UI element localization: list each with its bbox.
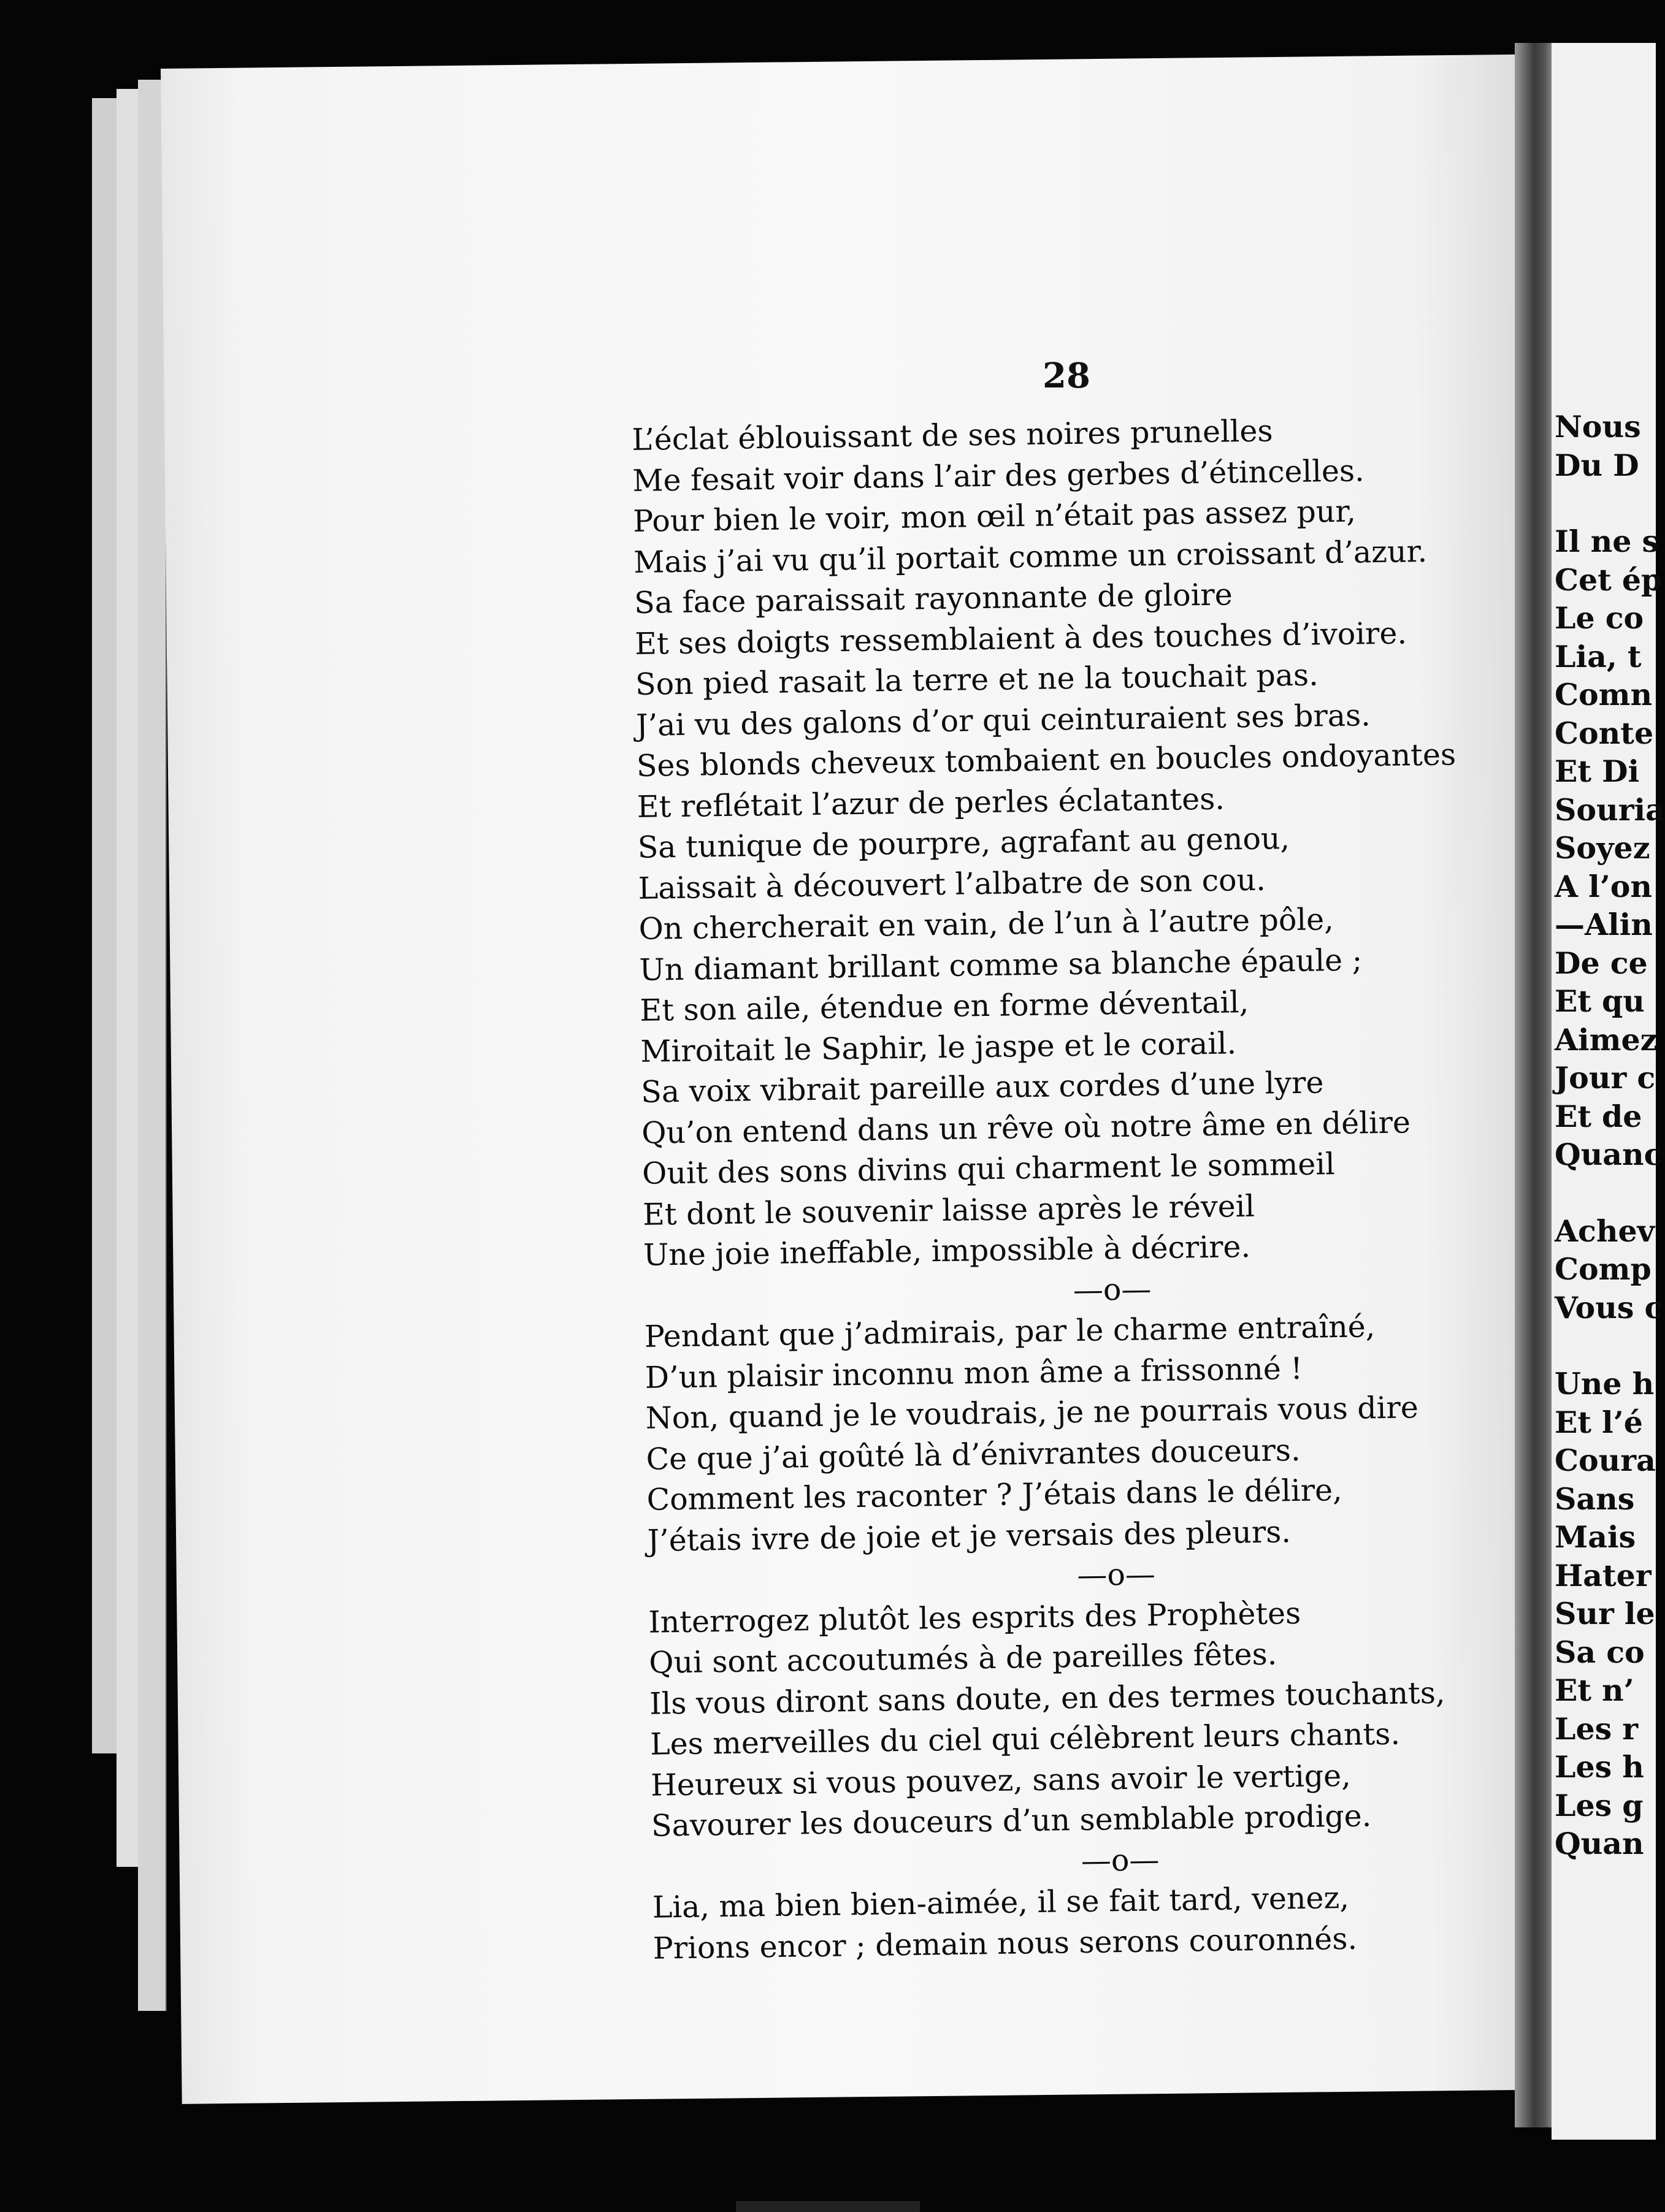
poem-line: Et ses doigts ressemblaient à des touches d’ivoire. — [634, 615, 1407, 662]
poem-line: Sa tunique de pourpre, agrafant au genou, — [637, 821, 1290, 865]
poem-line: D’un plaisir inconnu mon âme a frissonné ! — [645, 1351, 1303, 1395]
fragment-line: Quanc — [1555, 1137, 1663, 1172]
fragment-line: Conte — [1555, 715, 1654, 751]
fragment-line: Du D — [1555, 447, 1639, 483]
poem-line: Ouit des sons divins qui charment le sommeil — [641, 1146, 1336, 1191]
poem-line: Les merveilles du ciel qui célèbrent leurs chants. — [649, 1716, 1401, 1762]
fragment-line: A l’on — [1555, 868, 1653, 904]
poem-line: Une joie ineffable, impossible à décrire. — [643, 1229, 1251, 1273]
poem-line: Me fesait voir dans l’air des gerbes d’étincelles. — [632, 452, 1365, 498]
poem-line: Et reflétait l’azur de perles éclatantes. — [637, 781, 1225, 825]
poem-line: Laissait à découvert l’albatre de son cou. — [638, 862, 1266, 906]
poem-line: Non, quand je le voudrais, je ne pourrais vous dire — [645, 1390, 1419, 1436]
poem-line: Qui sont accoutumés à de pareilles fêtes. — [648, 1636, 1277, 1680]
fragment-line: Aimez — [1555, 1021, 1658, 1058]
stanza-3 — [648, 1590, 1541, 1847]
page-edge-3 — [138, 80, 167, 2011]
scan-artifact — [736, 2201, 920, 2212]
poem-line: L’éclat éblouissant de ses noires prunelles — [632, 413, 1273, 457]
poem-line: Interrogez plutôt les esprits des Prophètes — [648, 1595, 1301, 1640]
fragment-line: —Alin — [1555, 907, 1653, 942]
fragment-line: Et qu — [1555, 983, 1645, 1019]
fragment-line: Les h — [1555, 1749, 1644, 1785]
fragment-line: Il ne s — [1555, 524, 1659, 559]
poem-line: Et son aile, étendue en forme déventail, — [640, 985, 1249, 1028]
fragment-line: Et n’ — [1555, 1672, 1634, 1708]
fragment-line: Et Di — [1555, 753, 1640, 789]
fragment-line: Souria — [1555, 791, 1665, 828]
fragment-line: Cet ép — [1555, 562, 1663, 598]
poem-line: J’étais ivre de joie et je versais des pleurs. — [647, 1514, 1292, 1558]
fragment-line: Lia, t — [1555, 638, 1642, 674]
fragment-line: Et de — [1555, 1098, 1642, 1134]
poem-line: Lia, ma bien bien-aimée, il se fait tard, venez, — [652, 1880, 1350, 1925]
fragment-line: Sans — [1555, 1481, 1635, 1517]
poem-line: Miroitait le Saphir, le jaspe et le corail. — [640, 1025, 1237, 1069]
fragment-line: Sur le — [1555, 1596, 1655, 1631]
fragment-line: Comp — [1555, 1251, 1652, 1287]
poem-line: On chercherait en vain, de l’un à l’autre pôle, — [638, 902, 1334, 947]
poem-line: Heureux si vous pouvez, sans avoir le vertige, — [650, 1758, 1352, 1803]
page-number: 28 — [1043, 356, 1090, 396]
fragment-line: Achev — [1555, 1213, 1655, 1249]
fragment-line: Nous — [1555, 409, 1641, 444]
fragment-line: Les r — [1555, 1710, 1639, 1747]
fragment-line: Quan — [1555, 1826, 1644, 1861]
poem-line: Qu’on entend dans un rêve où notre âme en délire — [641, 1104, 1411, 1151]
poem-line: Ils vous diront sans doute, en des termes touchants, — [649, 1675, 1445, 1722]
poem-line: J’ai vu des galons d’or qui ceinturaient ses bras. — [635, 697, 1371, 743]
fragment-line: Et l’é — [1555, 1404, 1643, 1440]
fragment-line: Mais — [1555, 1519, 1636, 1555]
poem-text — [632, 408, 1542, 1969]
poem-line: Sa voix vibrait pareille aux cordes d’une lyre — [640, 1065, 1324, 1110]
page-edge-1 — [92, 98, 118, 1753]
fragment-line: Soyez — [1555, 830, 1650, 866]
right-page-fragment — [1555, 408, 1665, 1863]
poem-line: Comment les raconter ? J’étais dans le délire, — [646, 1472, 1343, 1517]
fragment-line: Sa co — [1555, 1634, 1645, 1670]
poem-line: Savourer les douceurs d’un semblable prodige. — [651, 1798, 1372, 1844]
poem-line: Pour bien le voir, mon œil n’était pas assez pur, — [632, 494, 1357, 539]
stanza-separator: —o— — [1076, 1557, 1156, 1593]
poem-line: Son pied rasait la terre et ne la touchait pas. — [635, 657, 1319, 702]
stanza-4 — [652, 1875, 1542, 1969]
fragment-line: Jour c — [1555, 1060, 1656, 1096]
fragment-line: Vous c — [1555, 1289, 1663, 1325]
poem-line: Sa face paraissait rayonnante de gloire — [633, 577, 1233, 620]
stanza-1 — [632, 408, 1533, 1276]
stanza-2 — [644, 1305, 1536, 1562]
stanza-separator: —o— — [1073, 1271, 1152, 1308]
poem-line: Mais j’ai vu qu’il portait comme un croissant d’azur. — [633, 533, 1428, 580]
fragment-line: Hater — [1555, 1557, 1652, 1593]
poem-line: Un diamant brillant comme sa blanche épaule ; — [639, 942, 1363, 988]
poem-line: Ce que j’ai goûté là d’énivrantes douceurs. — [646, 1432, 1301, 1477]
fragment-line: Comn — [1555, 677, 1653, 712]
poem-line: Pendant que j’admirais, par le charme entraîné, — [644, 1309, 1376, 1354]
poem-line: Et dont le souvenir laisse après le réveil — [642, 1188, 1255, 1232]
fragment-line: Coura — [1555, 1443, 1656, 1478]
stanza-separator: —o— — [1081, 1842, 1160, 1878]
poem-line: Prions encor ; demain nous serons couronnés. — [653, 1921, 1358, 1966]
fragment-line: Le co — [1555, 600, 1644, 636]
fragment-line: De ce — [1555, 945, 1648, 981]
poem-line: Ses blonds cheveux tombaient en boucles ondoyantes — [636, 737, 1456, 784]
fragment-line: Une h — [1555, 1366, 1655, 1402]
fragment-line: Les g — [1555, 1787, 1644, 1823]
